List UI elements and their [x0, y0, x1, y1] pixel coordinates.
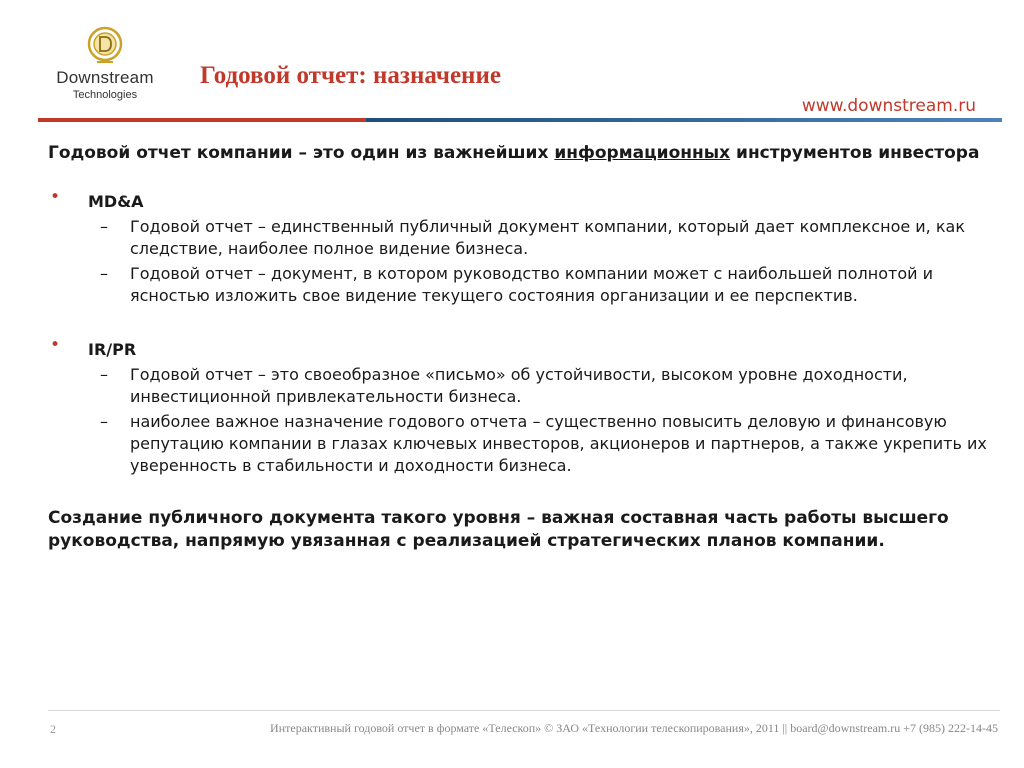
list-item — [100, 216, 998, 260]
bullet-icon: • — [50, 187, 61, 207]
section-heading: MD&A — [88, 192, 144, 211]
slide-content — [48, 142, 998, 553]
list-item-text: Годовой отчет – единственный публичный документ компании, который дает комплексное и, как следствие, наиболее полное видение бизнеса. — [130, 217, 965, 258]
header-divider-red — [38, 118, 366, 122]
downstream-logo-mark-icon — [87, 26, 123, 66]
bullet-icon: • — [50, 335, 61, 355]
company-logo — [40, 26, 170, 108]
list-item — [100, 263, 998, 307]
website-link[interactable]: www.downstream.ru — [801, 96, 976, 116]
section-heading: IR/PR — [88, 340, 137, 359]
footer-text: Интерактивный годовой отчет в формате «Телескоп» © ЗАО «Технологии телескопирования», 2011 || board@downstream.ru +7 (985) 222-14-45 — [270, 721, 998, 735]
dash-icon: – — [100, 264, 108, 283]
list-item-text: Годовой отчет – это своеобразное «письмо» об устойчивости, высоком уровне доходности, инвестиционной привлекательности бизнеса. — [130, 365, 908, 406]
lead-statement — [48, 142, 998, 165]
closing-statement: Создание публичного документа такого уровня – важная составная часть работы высшего руководства, напрямую увязанная с реализацией стратегических планов компании. — [48, 508, 949, 551]
header-divider — [38, 118, 1002, 122]
section-ir-pr — [48, 335, 998, 361]
logo-subtitle: Technologies — [72, 89, 138, 101]
page-number: 2 — [50, 722, 56, 736]
section-md-and-a — [48, 187, 998, 213]
list-item — [100, 411, 998, 477]
header-divider-blue — [366, 118, 1002, 122]
lead-prefix: Годовой отчет компании – это один из важнейших — [48, 143, 555, 163]
logo-name: Downstream — [56, 68, 154, 87]
dash-icon: – — [100, 412, 108, 431]
lead-suffix: инструментов инвестора — [730, 143, 980, 163]
list-item-text: Годовой отчет – документ, в котором руководство компании может с наибольшей полнотой и ясностью изложить свое видение текущего состояния организации и ее перспектив. — [130, 264, 934, 305]
dash-icon: – — [100, 217, 108, 236]
list-item-text: наиболее важное назначение годового отчета – существенно повысить деловую и финансовую репутацию компании в глазах ключевых инвесторов, акционеров и партнеров, а также укрепить их уверенность в стабильности и доходности бизнеса. — [130, 412, 987, 475]
list-item — [100, 364, 998, 408]
page-title: Годовой отчет: назначение — [200, 62, 501, 89]
dash-icon: – — [100, 365, 108, 384]
footer-divider — [48, 710, 1000, 711]
lead-underlined: информационных — [554, 143, 731, 163]
